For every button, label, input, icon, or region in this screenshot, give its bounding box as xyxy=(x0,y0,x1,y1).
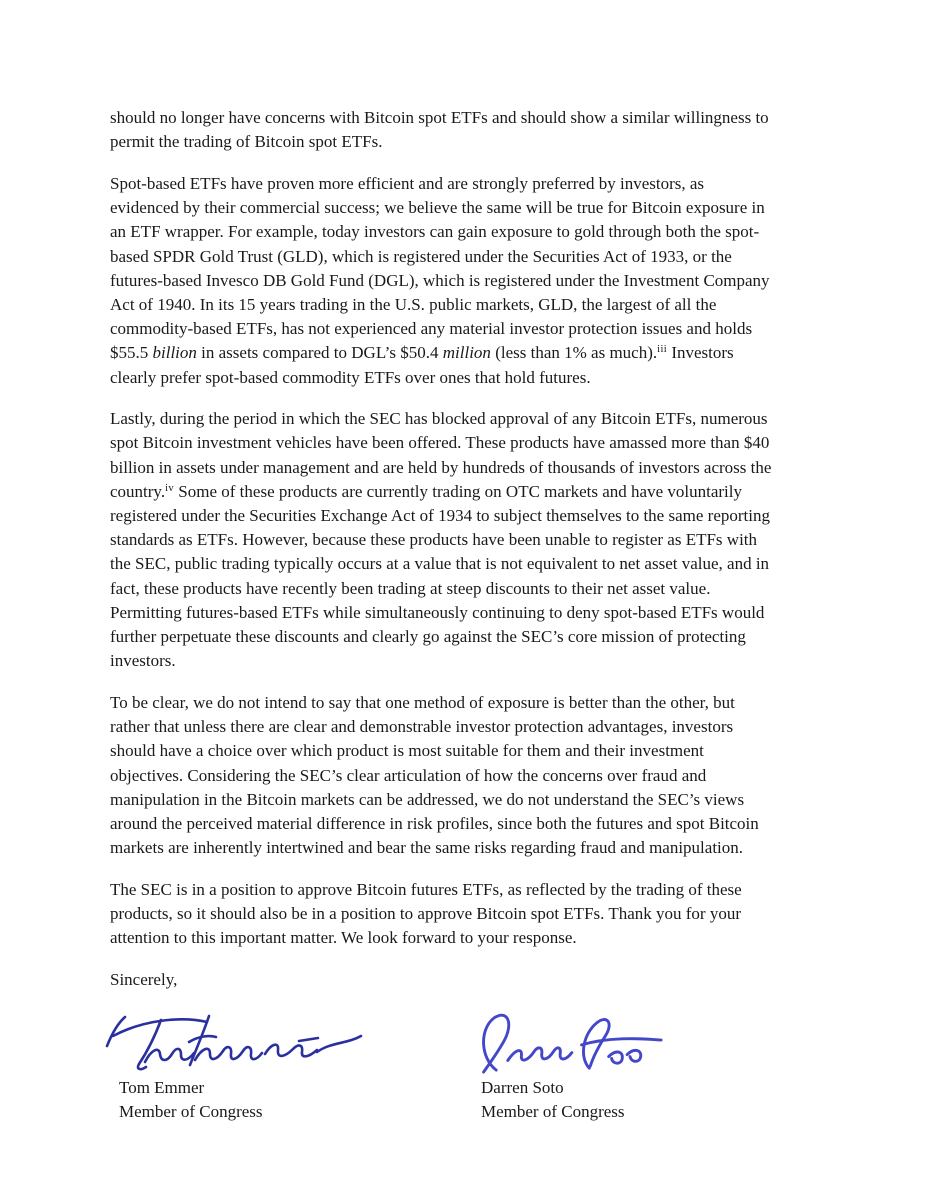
text-line: further perpetuate these discounts and clearly go against the SEC’s core mission of protecting xyxy=(110,627,746,647)
paragraph xyxy=(110,691,826,860)
signer-name: Darren Soto xyxy=(481,1077,564,1097)
text-line: futures-based Invesco DB Gold Fund (DGL), which is registered under the Investment Company xyxy=(110,270,770,290)
text-line: standards as ETFs. However, because these products have been unable to register as ETFs with xyxy=(110,530,758,550)
closing-salutation: Sincerely, xyxy=(110,970,178,989)
signer-name: Tom Emmer xyxy=(119,1077,205,1097)
text-line: manipulation in the Bitcoin markets can be addressed, we do not understand the SEC’s views xyxy=(110,789,745,809)
text-line: $55.5 billion in assets compared to DGL’s $50.4 million (less than 1% as much).$^{iii}$ Investors xyxy=(110,343,734,363)
text-line: fact, these products have recently been trading at steep discounts to their net asset value. xyxy=(110,578,711,598)
text-line: registered under the Securities Exchange Act of 1934 to subject themselves to the same reporting xyxy=(110,506,770,526)
text-line: an ETF wrapper. For example, today investors can gain exposure to gold through both the spot- xyxy=(110,222,760,242)
text-line: products, so it should also be in a position to approve Bitcoin spot ETFs. Thank you for your xyxy=(110,904,741,924)
signature-column-tom-emmer xyxy=(110,1010,472,1124)
text-line: clearly prefer spot-based commodity ETFs over ones that hold futures. xyxy=(110,367,591,387)
signature-block xyxy=(110,1010,826,1124)
text-line: around the perceived material difference in risk profiles, since both the futures and spot Bitcoin xyxy=(110,813,759,833)
paragraph xyxy=(110,407,826,673)
text-line: rather that unless there are clear and demonstrable investor protection advantages, investors xyxy=(110,717,734,737)
text-line: attention to this important matter. We look forward to your response. xyxy=(110,928,577,948)
darren-soto-signature xyxy=(464,1010,669,1074)
text-line: Spot-based ETFs have proven more efficient and are strongly preferred by investors, as xyxy=(110,173,705,193)
tom-emmer-signature xyxy=(103,1010,365,1074)
text-line: markets are inherently intertwined and bear the same risks regarding fraud and manipulation. xyxy=(110,838,744,858)
text-line: Permitting futures-based ETFs while simultaneously continuing to deny spot-based ETFs would xyxy=(110,602,765,622)
text-line: based SPDR Gold Trust (GLD), which is registered under the Securities Act of 1933, or the xyxy=(110,246,732,266)
letter-body xyxy=(110,106,826,1124)
text-line: country.$^{iv}$ Some of these products are currently trading on OTC markets and have voluntarily xyxy=(110,481,742,501)
text-line: investors. xyxy=(110,651,176,671)
paragraph xyxy=(110,106,826,154)
paragraph xyxy=(110,172,826,390)
text-line: Lastly, during the period in which the SEC has blocked approval of any Bitcoin ETFs, numerous xyxy=(110,409,768,429)
signer-title: Member of Congress xyxy=(481,1101,625,1121)
text-line: should have a choice over which product is most suitable for them and their investment xyxy=(110,741,704,761)
signature-column-darren-soto xyxy=(472,1010,669,1124)
text-line: The SEC is in a position to approve Bitcoin futures ETFs, as reflected by the trading of these xyxy=(110,879,742,899)
signer-title: Member of Congress xyxy=(119,1101,263,1121)
text-line: the SEC, public trading typically occurs at a value that is not equivalent to net asset value, and in xyxy=(110,554,770,574)
text-line: permit the trading of Bitcoin spot ETFs. xyxy=(110,132,383,152)
text-line: spot Bitcoin investment vehicles have been offered. These products have amassed more than $40 xyxy=(110,433,770,453)
paragraph xyxy=(110,878,826,951)
letter-paragraphs xyxy=(110,106,826,951)
text-line: should no longer have concerns with Bitcoin spot ETFs and should show a similar willingness to xyxy=(110,108,769,127)
text-line: evidenced by their commercial success; we believe the same will be true for Bitcoin exposure in xyxy=(110,198,765,218)
text-line: billion in assets under management and are held by hundreds of thousands of investors across the xyxy=(110,457,772,477)
text-line: Act of 1940. In its 15 years trading in the U.S. public markets, GLD, the largest of all the xyxy=(110,294,717,314)
text-line: objectives. Considering the SEC’s clear articulation of how the concerns over fraud and xyxy=(110,765,707,785)
text-line: To be clear, we do not intend to say that one method of exposure is better than the other, but xyxy=(110,692,735,712)
text-line: commodity-based ETFs, has not experienced any material investor protection issues and holds xyxy=(110,319,753,339)
